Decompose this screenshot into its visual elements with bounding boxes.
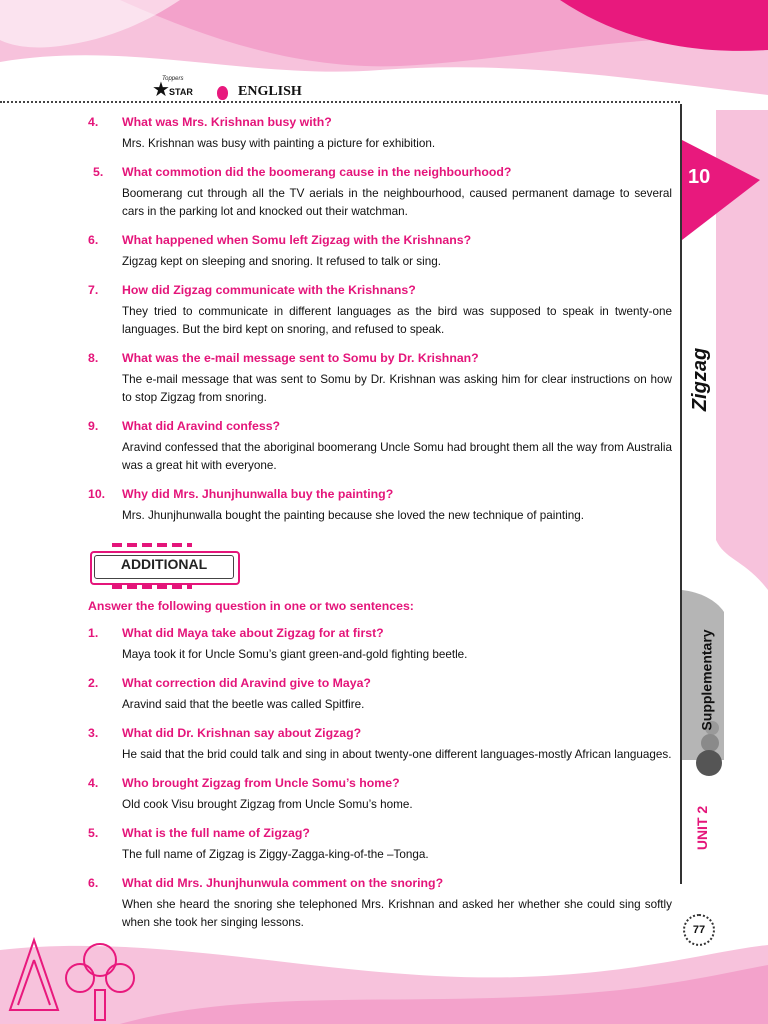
answer-text: Mrs. Jhunjhunwalla bought the painting because she loved the new technique of painting. <box>122 509 584 522</box>
chapter-number: 10 <box>688 166 711 188</box>
question-number: 4. <box>88 115 99 129</box>
page-header <box>0 76 680 104</box>
qa-item <box>88 350 672 407</box>
chapter-title: Zigzag <box>689 347 712 412</box>
qa-item <box>88 625 672 664</box>
question-number: 6. <box>88 876 99 890</box>
qa-item <box>88 418 672 475</box>
question-text: How did Zigzag communicate with the Krishnans? <box>122 283 416 297</box>
answer-text: Aravind said that the beetle was called Spitfire. <box>122 698 365 711</box>
question-text: What was the e-mail message sent to Somu by Dr. Krishnan? <box>122 351 479 365</box>
question-number: 4. <box>88 776 99 790</box>
question-text: What was Mrs. Krishnan busy with? <box>122 115 332 129</box>
question-number: 2. <box>88 676 99 690</box>
question-text: What commotion did the boomerang cause in the neighbourhood? <box>122 165 512 179</box>
page-number: 77 <box>683 914 715 946</box>
main-content <box>88 114 672 943</box>
qa-item <box>88 114 672 153</box>
question-number: 9. <box>88 419 99 433</box>
question-text: What did Maya take about Zigzag for at first? <box>122 626 384 640</box>
question-number: 3. <box>88 726 99 740</box>
answer-text: Aravind confessed that the aboriginal boomerang Uncle Somu had brought them all the way from Australia was a great hit with everyone. <box>122 441 672 472</box>
qa-item <box>88 675 672 714</box>
qa-item <box>88 232 672 271</box>
answer-text: Maya took it for Uncle Somu’s giant green-and-gold fighting beetle. <box>122 648 468 661</box>
answer-text: When she heard the snoring she telephoned Mrs. Krishnan and asked her whether she could sing softly when she took her singing lessons. <box>122 898 672 929</box>
answer-text: The full name of Zigzag is Ziggy-Zagga-king-of-the –Tonga. <box>122 848 429 861</box>
qa-item <box>88 875 672 932</box>
banner-dash-bottom <box>112 585 192 589</box>
qa-item <box>88 486 672 525</box>
answer-text: Boomerang cut through all the TV aerials in the neighbourhood, caused permanent damage to several cars in the parking lot and knocked out their watchman. <box>122 187 672 218</box>
qa-item <box>88 725 672 764</box>
answer-text: Zigzag kept on sleeping and snoring. It refused to talk or sing. <box>122 255 441 268</box>
question-text: What is the full name of Zigzag? <box>122 826 310 840</box>
question-text: What did Aravind confess? <box>122 419 281 433</box>
answer-text: Old cook Visu brought Zigzag from Uncle Somu’s home. <box>122 798 413 811</box>
question-text: What happened when Somu left Zigzag with the Krishnans? <box>122 233 472 247</box>
section-label: Supplementary <box>698 629 715 731</box>
question-text: What did Mrs. Jhunjhunwula comment on the snoring? <box>122 876 444 890</box>
subject-bullet-icon <box>217 86 228 100</box>
additional-section-banner <box>88 543 240 591</box>
header-dotted-rule <box>0 101 680 103</box>
qa-item <box>88 282 672 339</box>
subject-label: ENGLISH <box>238 84 302 99</box>
brand-small-text: Toppers <box>162 76 184 82</box>
question-text: What correction did Aravind give to Maya? <box>122 676 371 690</box>
question-text: What did Dr. Krishnan say about Zigzag? <box>122 726 362 740</box>
question-text: Why did Mrs. Jhunjhunwalla buy the painting? <box>122 487 394 501</box>
question-number: 10. <box>88 487 106 501</box>
question-number: 5. <box>93 165 104 179</box>
brand-logo <box>150 76 198 102</box>
question-number: 6. <box>88 233 99 247</box>
unit-label: UNIT 2 <box>694 805 711 851</box>
star-icon: ★ <box>152 79 170 101</box>
qa-item <box>88 164 672 221</box>
qa-item <box>88 825 672 864</box>
question-number: 8. <box>88 351 99 365</box>
answer-text: Mrs. Krishnan was busy with painting a picture for exhibition. <box>122 137 436 150</box>
question-text: Who brought Zigzag from Uncle Somu’s home? <box>122 776 400 790</box>
answer-text: He said that the brid could talk and sing in about twenty-one different languages-mostly African languages. <box>122 748 672 761</box>
answer-text: They tried to communicate in different languages as the bird was supposed to speak in twenty-one languages. But the bird kept on snoring, and refused to speak. <box>122 305 672 336</box>
brand-star-text: STAR <box>169 87 193 97</box>
answer-text: The e-mail message that was sent to Somu by Dr. Krishnan was asking him for clear instructions on how to stop Zigzag from snoring. <box>122 373 672 404</box>
question-number: 1. <box>88 626 99 640</box>
banner-dash-top <box>112 543 192 547</box>
qa-item <box>88 775 672 814</box>
additional-title: ADDITIONAL <box>120 556 208 572</box>
question-number: 7. <box>88 283 99 297</box>
question-number: 5. <box>88 826 99 840</box>
section-instruction: Answer the following question in one or two sentences: <box>88 599 414 613</box>
